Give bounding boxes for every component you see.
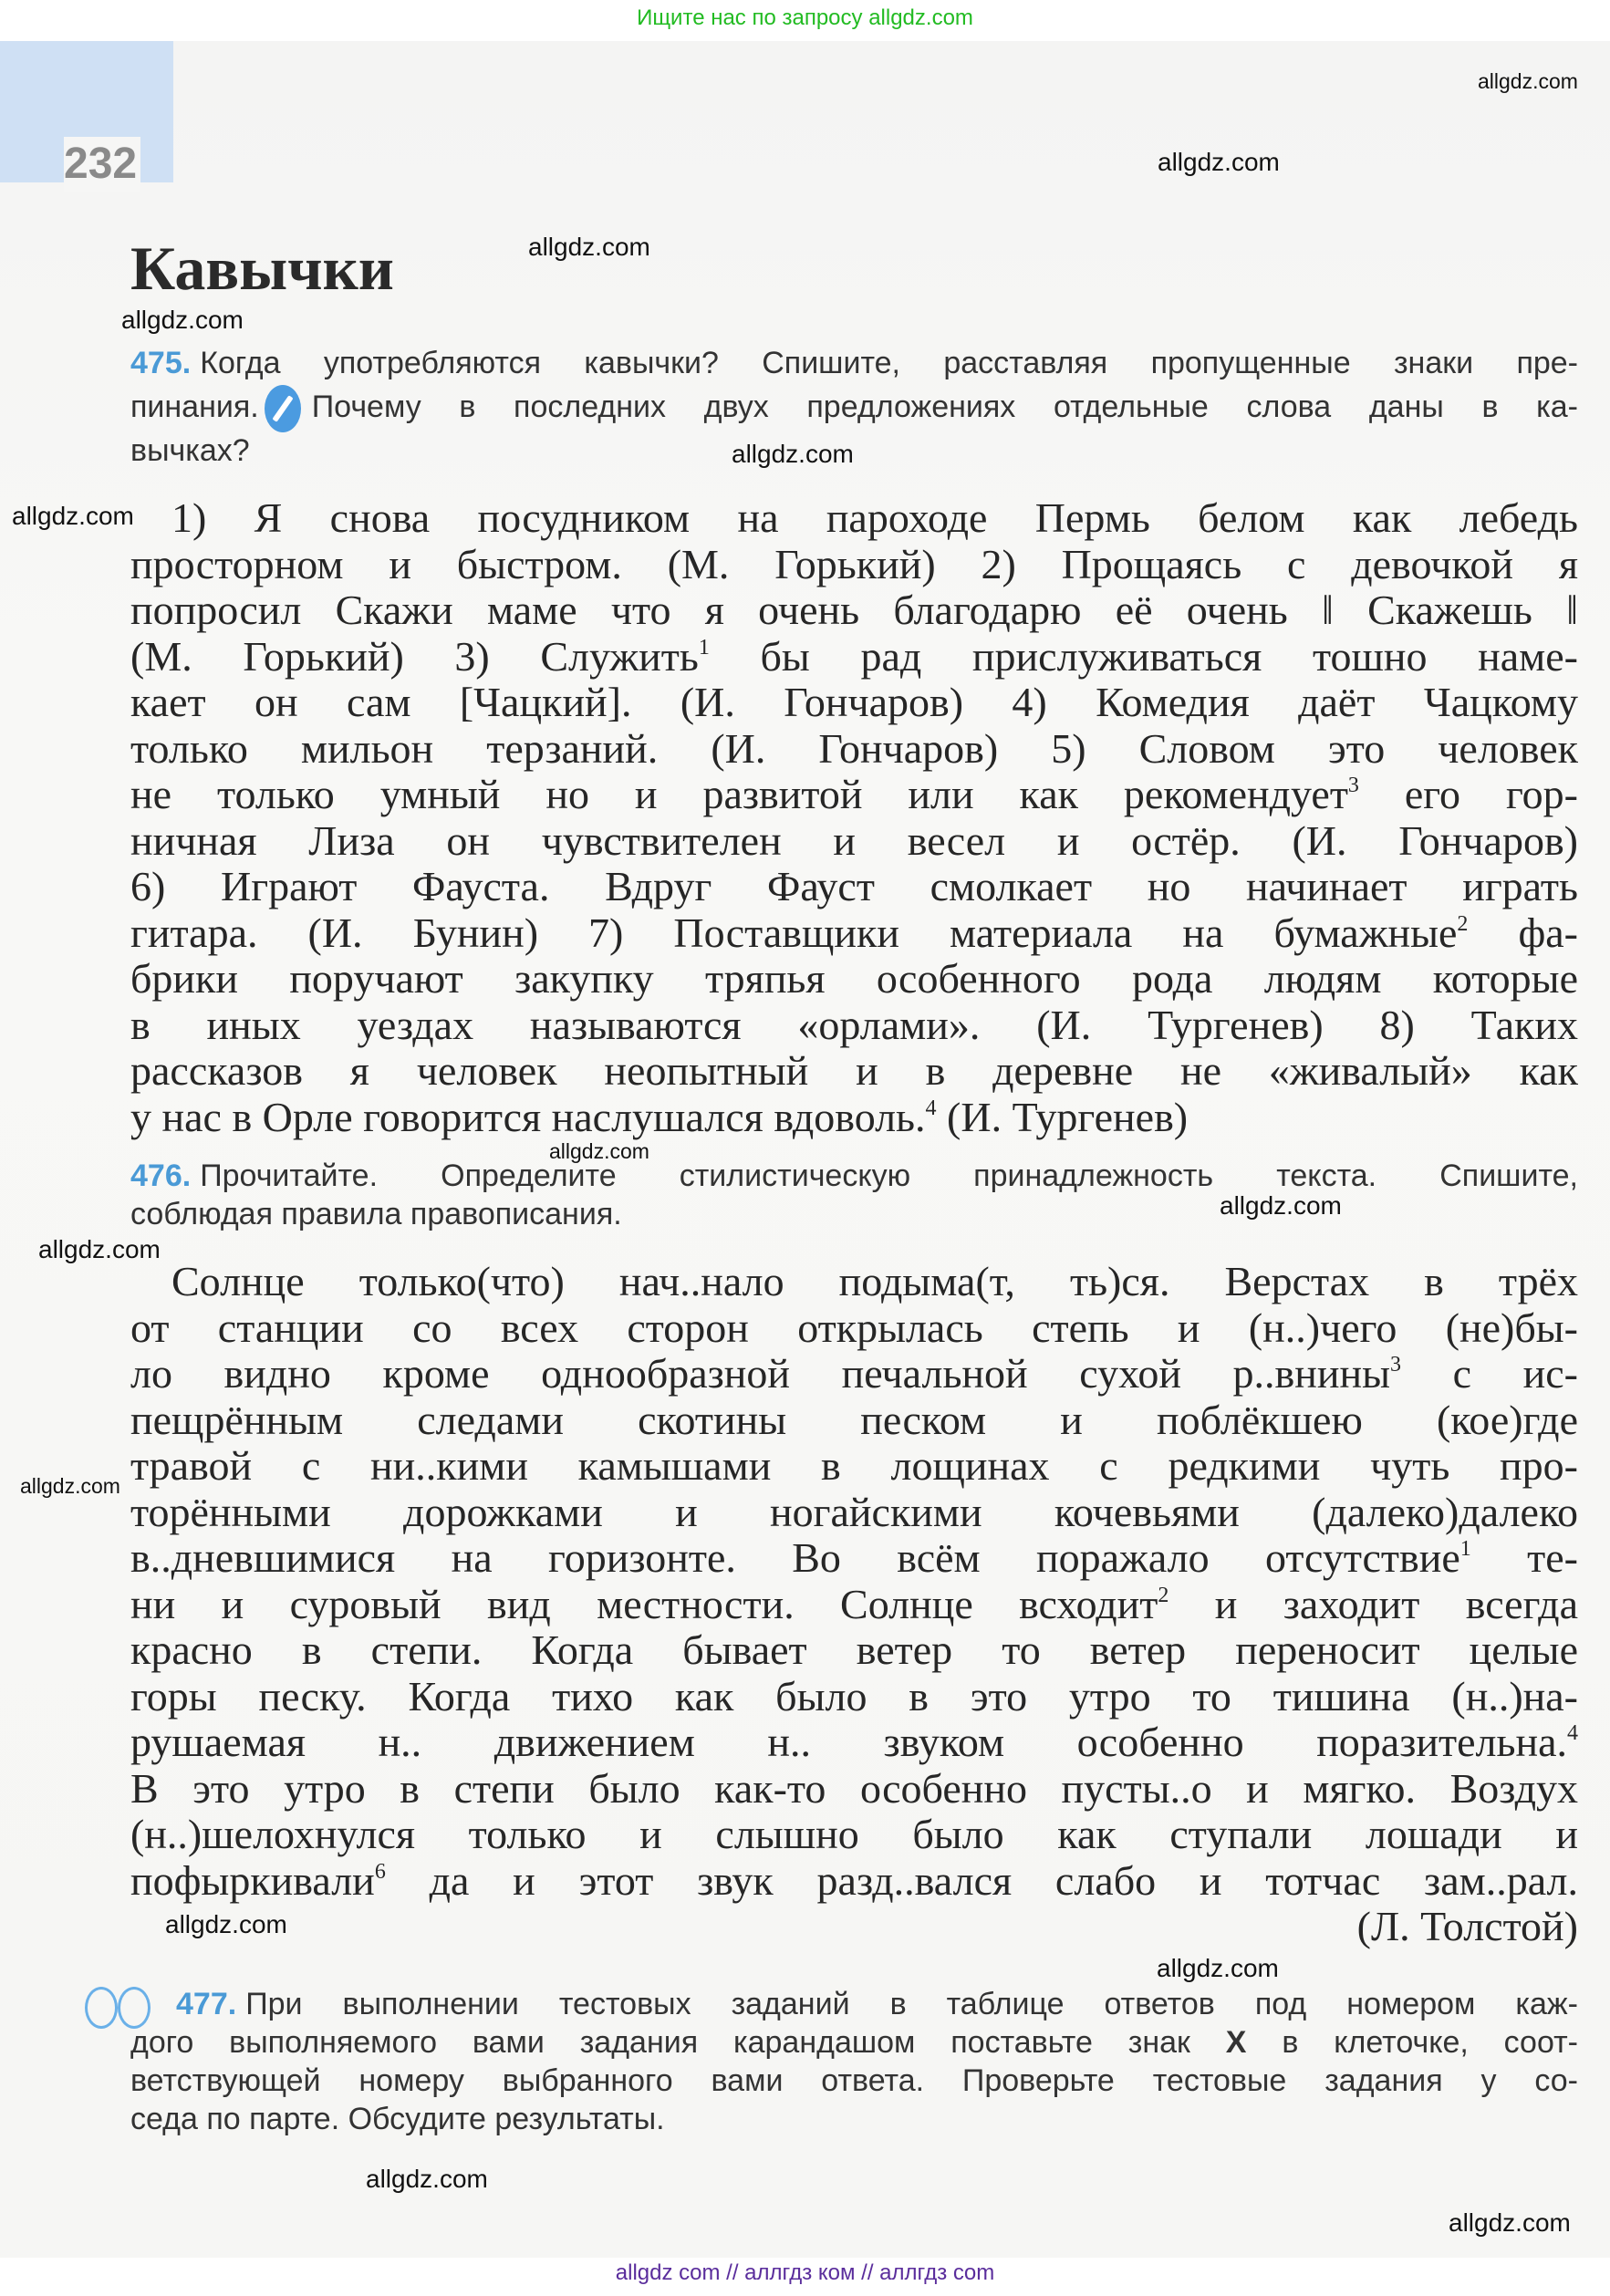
text-line: от станции со всех сторон открылась степь и (н..)чего (не)бы- bbox=[130, 1304, 1578, 1351]
text-line: в иных уездах называются «орлами». (И. Тургенев) 8) Таких bbox=[130, 1001, 1578, 1048]
instruction-line bbox=[130, 2062, 1578, 2100]
watermark[interactable]: allgdz.com bbox=[1449, 2208, 1571, 2237]
text-line: (М. Горький) 3) Служить$^1$ бы рад прислуживаться тошно наме- bbox=[130, 632, 1578, 680]
text-line: кает он сам [Чацкий]. (И. Гончаров) 4) Комедия даёт Чацкому bbox=[130, 679, 1578, 725]
text-line: просторном и быстром. (М. Горький) 2) Прощаясь с девочкой я bbox=[130, 540, 1578, 587]
text-line: у нас в Орле говорится наслушался вдоволь.$^4$ (И. Тургенев) bbox=[130, 1093, 1189, 1140]
watermark[interactable]: allgdz.com bbox=[165, 1910, 287, 1938]
instruction-text: Когда употребляются кавычки? Спишите, расставляя пропущенные знаки пре- bbox=[200, 346, 1578, 380]
watermark[interactable]: allgdz.com bbox=[20, 1474, 120, 1498]
page-number: 232 bbox=[64, 137, 140, 192]
instruction-text: При выполнении тестовых заданий в таблице ответов под номером каж- bbox=[245, 1987, 1578, 2021]
text-line: гитара. (И. Бунин) 7) Поставщики материала на бумажные$^2$ фа- bbox=[130, 909, 1578, 956]
top-banner[interactable]: Ищите нас по запросу allgdz.com bbox=[637, 5, 973, 30]
text-line: не только умный но и развитой или как рекомендует$^3$ его гор- bbox=[130, 771, 1578, 817]
watermark[interactable]: allgdz.com bbox=[12, 502, 134, 530]
watermark[interactable]: allgdz.com bbox=[528, 233, 650, 261]
watermark[interactable]: allgdz.com bbox=[1158, 148, 1280, 176]
instruction-text: вычках? bbox=[130, 433, 250, 468]
watermark[interactable]: allgdz.com bbox=[1220, 1191, 1342, 1220]
instruction-line bbox=[176, 1985, 1578, 2023]
text-line: пофыркивали$^6$ да и этот звук разд..вался слабо и тотчас зам..рал. bbox=[130, 1856, 1578, 1904]
smiley-icon bbox=[118, 1987, 151, 2029]
text-line: в..дневшимися на горизонте. Во всём поражало отсутствие$^1$ те- bbox=[130, 1534, 1578, 1581]
text-line: красно в степи. Когда бывает ветер то ветер переносит целые bbox=[130, 1626, 1578, 1673]
instruction-text: в клеточке, соот- bbox=[1282, 2025, 1579, 2060]
exercise-475-text bbox=[130, 495, 1578, 1140]
instruction-text: пинания. bbox=[130, 390, 259, 424]
pencil-icon bbox=[265, 385, 301, 432]
watermark[interactable]: allgdz.com bbox=[1478, 69, 1578, 93]
footnote-marker: 6 bbox=[374, 1859, 386, 1884]
text-line: травой с ни..кими камышами в лощинах с редкими чуть про- bbox=[130, 1442, 1578, 1489]
watermark[interactable]: allgdz.com bbox=[732, 440, 854, 468]
exercise-number: 475. bbox=[130, 346, 192, 380]
footnote-marker: 1 bbox=[698, 635, 710, 660]
text-line: рушаемая н.. движением н.. звуком особенно поразительна.$^4$ bbox=[130, 1719, 1578, 1765]
footnote-marker: 2 bbox=[1158, 1583, 1169, 1607]
instruction-line bbox=[130, 2100, 1578, 2138]
instruction-line bbox=[130, 1157, 1578, 1195]
footnote-marker: 3 bbox=[1390, 1353, 1402, 1377]
text-line: В это утро в степи было как-то особенно пусты..о и мягко. Воздух bbox=[130, 1764, 1578, 1812]
instruction-line bbox=[130, 341, 1578, 385]
footnote-marker: 3 bbox=[1347, 774, 1359, 797]
smiley-icon bbox=[85, 1987, 118, 2029]
text-line: 6) Играют Фауста. Вдруг Фауст смолкает но начинает играть bbox=[130, 863, 1578, 909]
instruction-line bbox=[130, 2023, 1578, 2062]
section-title: Кавычки bbox=[130, 234, 394, 303]
exercise-477-instructions bbox=[130, 1985, 1578, 2138]
text-line: рассказов я человек неопытный и в деревне не «живалый» как bbox=[130, 1047, 1578, 1094]
instruction-text: Почему в последних двух предложениях отдельные слова даны в ка- bbox=[311, 390, 1578, 424]
text-line: попросил Скажи маме что я очень благодарю её очень ‖ Скажешь ‖ bbox=[130, 587, 1578, 633]
instruction-line bbox=[130, 1195, 1578, 1233]
text-line: 1) Я снова посудником на пароходе Пермь белом как лебедь bbox=[171, 494, 1578, 541]
watermark[interactable]: allgdz.com bbox=[121, 306, 244, 334]
text-line: Солнце только(что) нач..нало подыма(т, ть)ся. Верстах в трёх bbox=[171, 1258, 1578, 1304]
text-line: пещрённым следами скотины песком и поблёкшею (кое)где bbox=[130, 1396, 1578, 1443]
text-line: ло видно кроме однообразной печальной сухой р..внины$^3$ с ис- bbox=[130, 1350, 1578, 1397]
text-line: горы песку. Когда тихо как было в это утро то тишина (н..)на- bbox=[130, 1672, 1578, 1719]
exercise-number: 476. bbox=[130, 1158, 192, 1193]
exercise-number: 477. bbox=[176, 1987, 237, 2021]
text-line: торёнными дорожками и ногайскими кочевьями (далеко)далеко bbox=[130, 1488, 1578, 1535]
text-line: (Л. Толстой) bbox=[1356, 1903, 1578, 1949]
text-line: брики поручают закупку тряпья особенного рода людям которые bbox=[130, 955, 1578, 1002]
instruction-line bbox=[130, 429, 1578, 473]
exercise-476-instructions bbox=[130, 1157, 1578, 1233]
instruction-text: ветствующей номеру выбранного вами ответа. Проверьте тестовые задания у со- bbox=[130, 2063, 1578, 2098]
instruction-line bbox=[130, 385, 1578, 429]
footnote-marker: 4 bbox=[925, 1096, 937, 1120]
text-line: (н..)шелохнулся только и слышно было как ступали лошади и bbox=[130, 1811, 1578, 1857]
text-line: ничная Лиза он чувствителен и весел и остёр. (И. Гончаров) bbox=[130, 816, 1578, 864]
text-line: только мильон терзаний. (И. Гончаров) 5) Словом это человек bbox=[130, 724, 1578, 772]
watermark[interactable]: allgdz.com bbox=[366, 2165, 488, 2193]
exercise-475-instructions bbox=[130, 341, 1578, 473]
exercise-476-text bbox=[130, 1259, 1578, 1950]
footer-links[interactable]: allgdz com // аллгдз ком // аллгдз com bbox=[615, 2260, 995, 2285]
instruction-text: дого выполняемого вами задания карандашом поставьте знак bbox=[130, 2025, 1190, 2060]
footnote-marker: 4 bbox=[1567, 1721, 1578, 1745]
footnote-marker: 2 bbox=[1457, 911, 1469, 936]
watermark[interactable]: allgdz.com bbox=[549, 1139, 649, 1163]
text-line: ни и суровый вид местности. Солнце всходит$^2$ и заходит всегда bbox=[130, 1580, 1578, 1627]
footnote-marker: 1 bbox=[1459, 1537, 1471, 1561]
instruction-text: Прочитайте. Определите стилистическую принадлежность текста. Спишите, bbox=[200, 1158, 1578, 1193]
watermark[interactable]: allgdz.com bbox=[1157, 1954, 1279, 1982]
instruction-text: соблюдая правила правописания. bbox=[130, 1197, 622, 1231]
instruction-text: седа по парте. Обсудите результаты. bbox=[130, 2102, 665, 2136]
watermark[interactable]: allgdz.com bbox=[38, 1235, 161, 1263]
x-mark: X bbox=[1225, 2025, 1247, 2060]
